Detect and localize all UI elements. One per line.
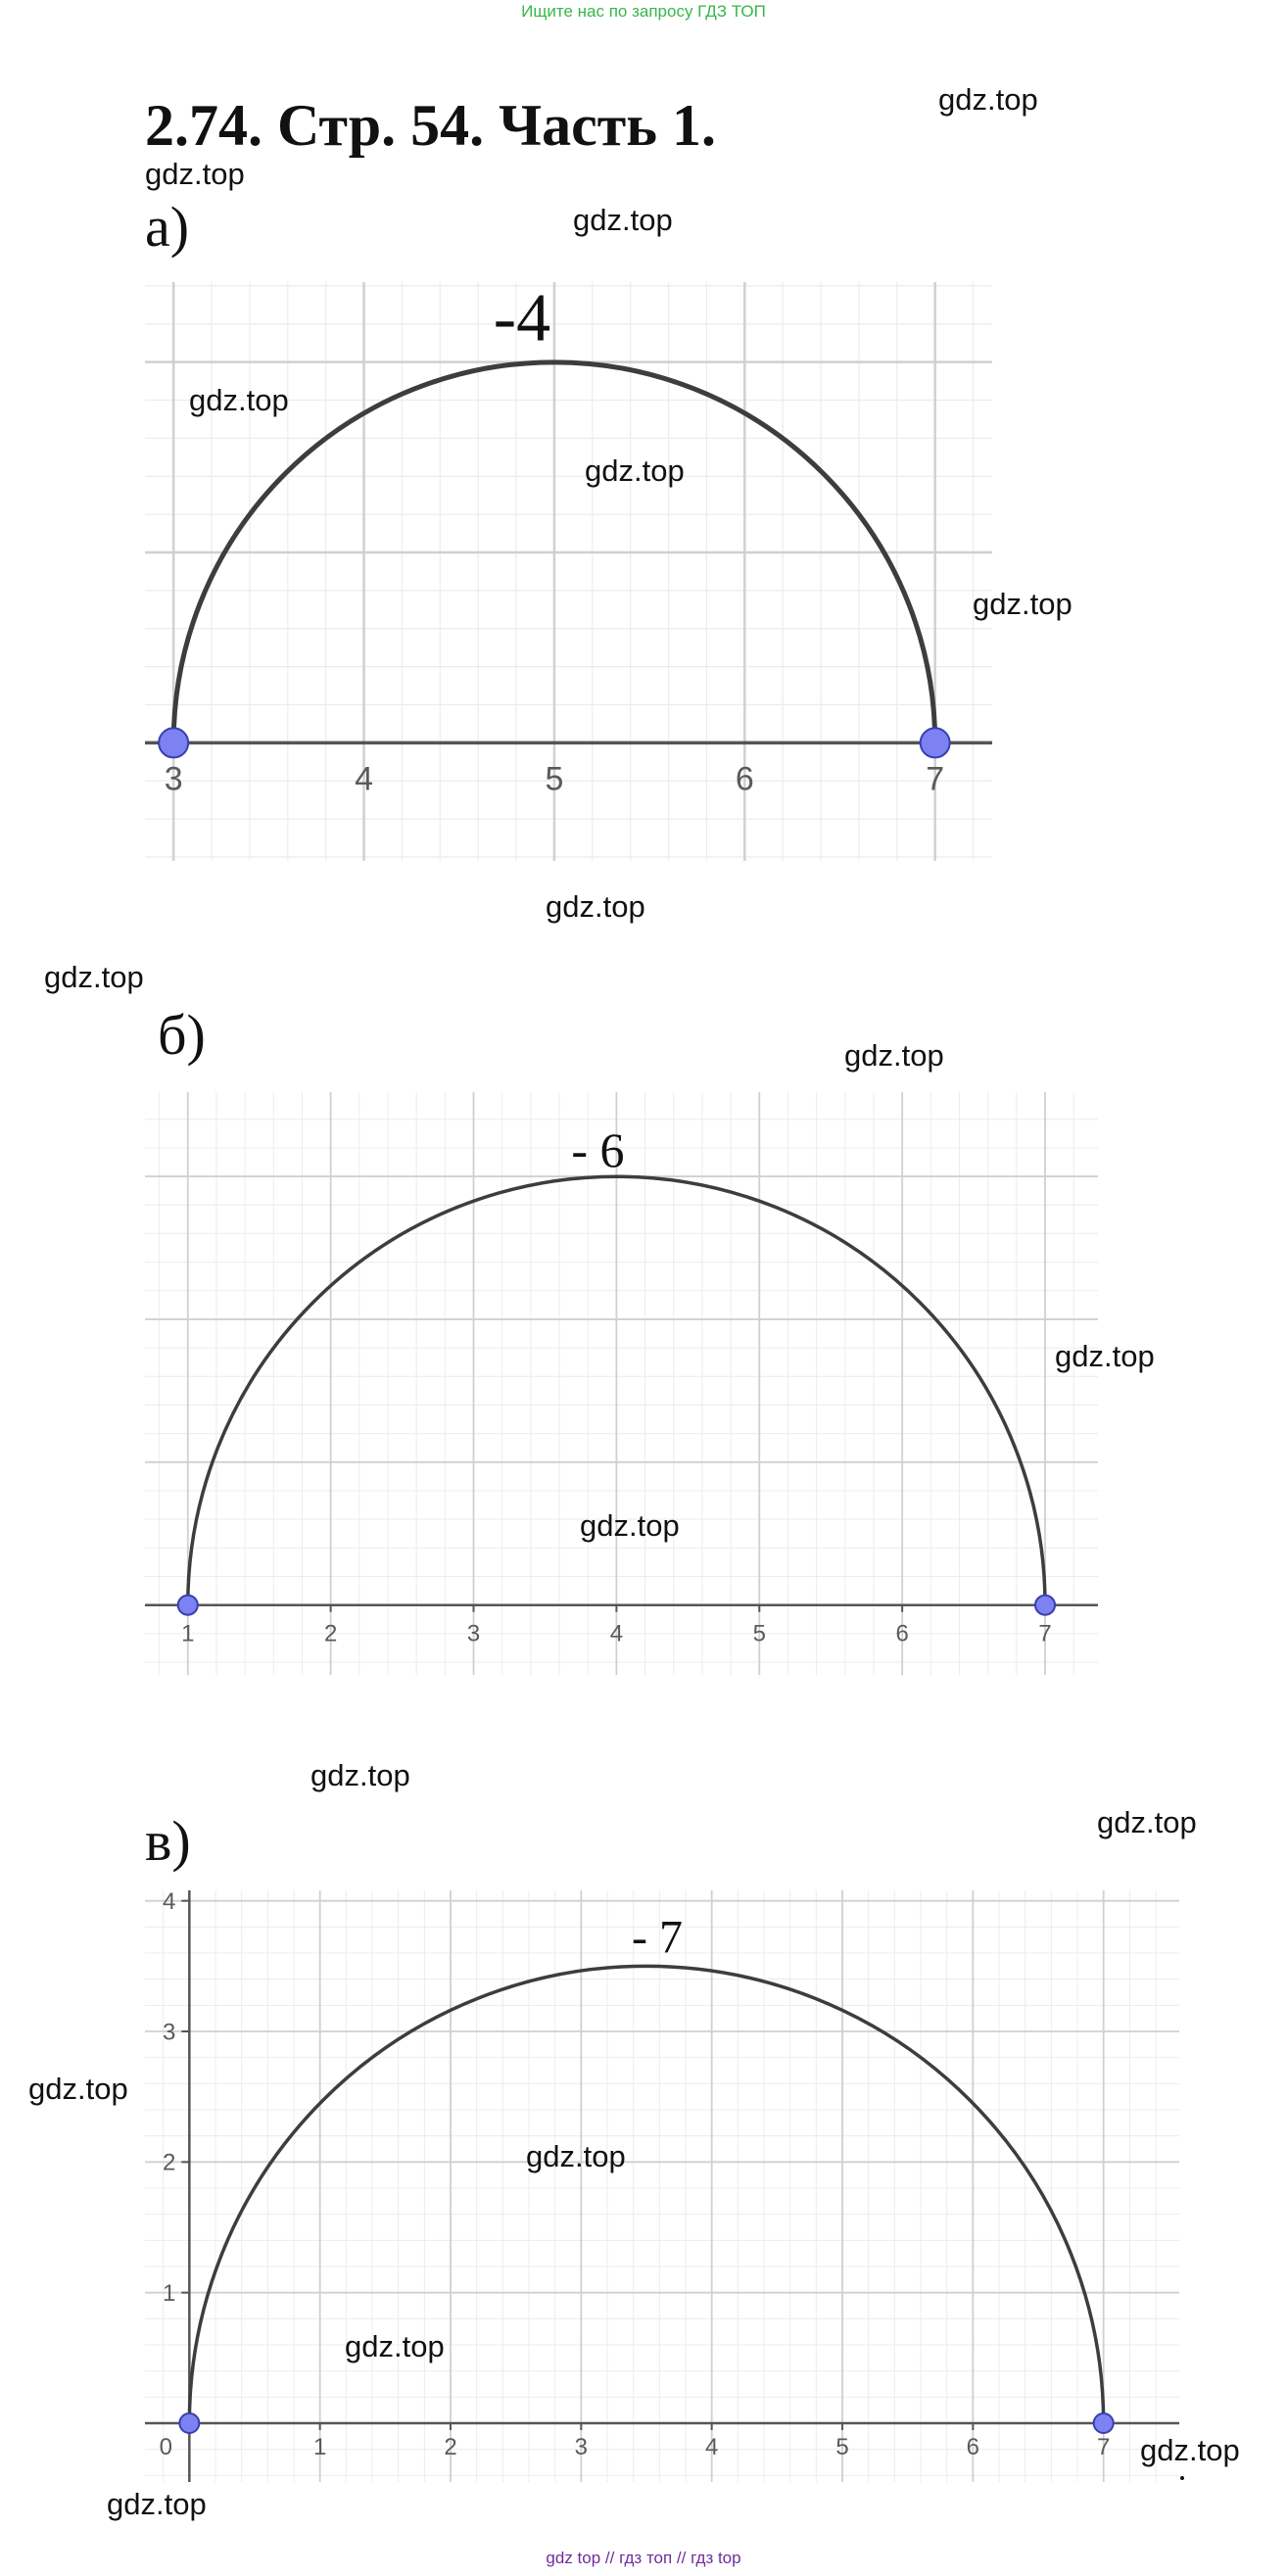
x-tick-label: 7 xyxy=(1096,2434,1111,2460)
watermark-text: gdz.top xyxy=(28,2072,128,2106)
endpoint-marker xyxy=(178,1596,198,1615)
watermark-text: gdz.top xyxy=(1055,1339,1155,1373)
watermark-text: gdz.top xyxy=(310,1758,410,1792)
footer-links-text: gdz top // гдз топ // гдз top xyxy=(546,2549,741,2567)
watermark-text: gdz.top xyxy=(526,2139,626,2173)
x-tick-label: 2 xyxy=(323,1620,338,1647)
x-tick-label: 4 xyxy=(609,1620,624,1647)
part-label-b: б) xyxy=(158,1003,206,1067)
watermark-text: gdz.top xyxy=(938,82,1038,117)
x-tick-label: 3 xyxy=(164,760,183,798)
endpoint-marker xyxy=(179,2413,199,2433)
watermark-text: gdz.top xyxy=(973,587,1072,621)
x-tick-label: 3 xyxy=(574,2434,589,2460)
x-tick-label: 5 xyxy=(545,760,564,798)
x-tick-label: 1 xyxy=(312,2434,327,2460)
watermark-text: gdz.top xyxy=(1140,2433,1240,2467)
watermark-text: gdz.top xyxy=(573,203,673,237)
graph-a-coordinate-plane xyxy=(145,282,992,861)
x-tick-label: 6 xyxy=(966,2434,980,2460)
page-title: 2.74. Стр. 54. Часть 1. xyxy=(145,93,716,158)
x-tick-label: 4 xyxy=(355,760,373,798)
arc-value-label: -4 xyxy=(493,280,551,357)
watermark-text: gdz.top xyxy=(107,2487,207,2521)
y-tick-label: 1 xyxy=(162,2280,176,2308)
x-tick-label: 3 xyxy=(466,1620,481,1647)
graph-b-coordinate-plane xyxy=(145,1092,1098,1675)
y-tick-label: 3 xyxy=(162,2019,176,2046)
arc-value-label: - 7 xyxy=(632,1911,683,1964)
watermark-text: gdz.top xyxy=(345,2329,445,2363)
x-tick-label: 6 xyxy=(735,760,754,798)
part-label-a: а) xyxy=(145,195,190,259)
watermark-text: gdz.top xyxy=(580,1508,680,1543)
search-banner: Ищите нас по запросу ГДЗ ТОП xyxy=(521,2,766,21)
watermark-text: gdz.top xyxy=(844,1038,944,1073)
x-tick-label: 1 xyxy=(181,1620,195,1647)
watermark-text: gdz.top xyxy=(145,157,245,191)
endpoint-marker xyxy=(1094,2413,1114,2433)
x-tick-label: 2 xyxy=(444,2434,457,2460)
y-tick-label: 2 xyxy=(162,2149,176,2176)
x-tick-label: 6 xyxy=(895,1620,909,1647)
x-tick-label: 5 xyxy=(835,2434,849,2460)
graph-c-coordinate-plane xyxy=(145,1890,1179,2482)
endpoint-marker xyxy=(921,728,950,757)
x-tick-label: 7 xyxy=(1038,1620,1052,1647)
x-tick-label: 7 xyxy=(926,760,945,798)
watermark-text: gdz.top xyxy=(1097,1805,1197,1839)
semicircle-arc xyxy=(189,1966,1103,2423)
arc-value-label: - 6 xyxy=(571,1122,625,1178)
watermark-text: gdz.top xyxy=(546,889,645,924)
y-tick-label: 4 xyxy=(162,1888,176,1916)
stray-dot-mark xyxy=(1180,2476,1184,2480)
x-tick-label: 0 xyxy=(159,2434,173,2460)
watermark-text: gdz.top xyxy=(44,960,144,994)
part-label-c: в) xyxy=(145,1809,191,1873)
watermark-text: gdz.top xyxy=(585,453,685,488)
x-tick-label: 4 xyxy=(704,2434,719,2460)
endpoint-marker xyxy=(159,728,188,757)
x-tick-label: 5 xyxy=(752,1620,766,1647)
watermark-text: gdz.top xyxy=(189,383,289,417)
endpoint-marker xyxy=(1035,1596,1055,1615)
